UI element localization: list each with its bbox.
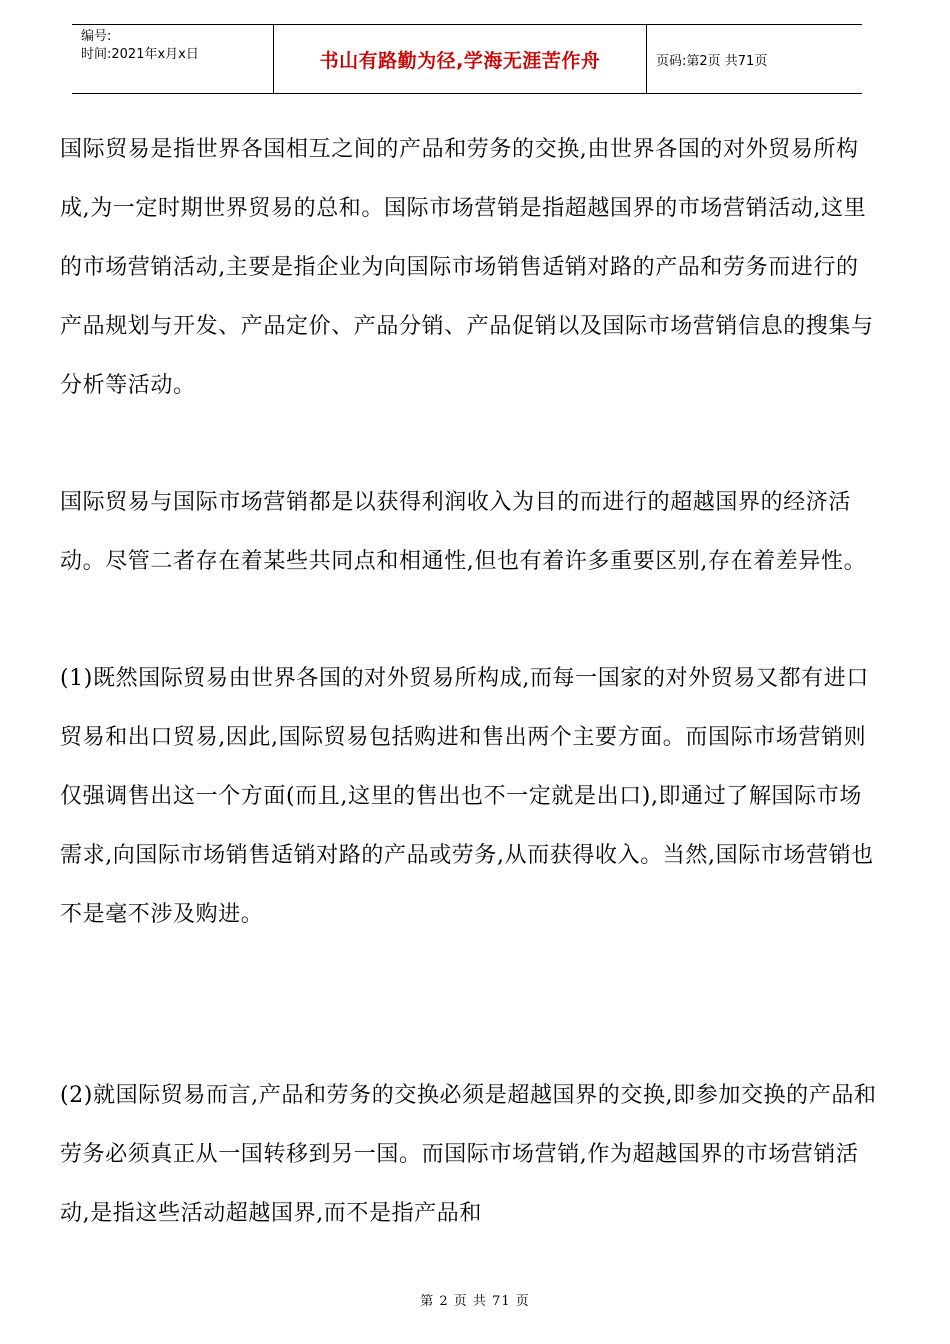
page-header [72,24,862,94]
document-number-label: 编号: [81,29,112,44]
paragraph-gap [60,944,880,1066]
page-footer: 第 2 页 共 71 页 [420,1294,530,1309]
header-meta [72,25,274,93]
paragraph-point-2: (2)就国际贸易而言,产品和劳务的交换必须是超越国界的交换,即参加交换的产品和劳务必须真正从一国转移到另一国。而国际市场营销,作为超越国界的市场营销活动,是指这些活动超越国界,而不是指产品和 [60,1083,877,1226]
paragraph-comparison: 国际贸易与国际市场营销都是以获得利润收入为目的而进行的超越国界的经济活动。尽管二者存在着某些共同点和相通性,但也有着许多重要区别,存在着差异性。 [60,490,867,574]
paragraph-gap [60,591,880,649]
document-body [60,120,880,1243]
header-motto: 书山有路勤为径,学海无涯苦作舟 [274,25,647,93]
paragraph-point-1: (1)既然国际贸易由世界各国的对外贸易所构成,而每一国家的对外贸易又都有进口贸易和出口贸易,因此,国际贸易包括购进和售出两个主要方面。而国际市场营销则仅强调售出这一个方面(而且,这里的售出也不一定就是出口),即通过了解国际市场需求,向国际市场销售适销对路的产品或劳务,从而获得收入。当然,国际市场营销也不是毫不涉及购进。 [60,666,874,927]
document-date: 时间:2021年x月x日 [81,47,199,62]
header-page-info: 页码:第2页 共71页 [656,53,768,69]
paragraph-intro: 国际贸易是指世界各国相互之间的产品和劳务的交换,由世界各国的对外贸易所构成,为一定时期世界贸易的总和。国际市场营销是指超越国界的市场营销活动,这里的市场营销活动,主要是指企业为向国际市场销售适销对路的产品和劳务而进行的产品规划与开发、产品定价、产品分销、产品促销以及国际市场营销信息的搜集与分析等活动。 [60,137,874,398]
paragraph-gap [60,415,880,473]
